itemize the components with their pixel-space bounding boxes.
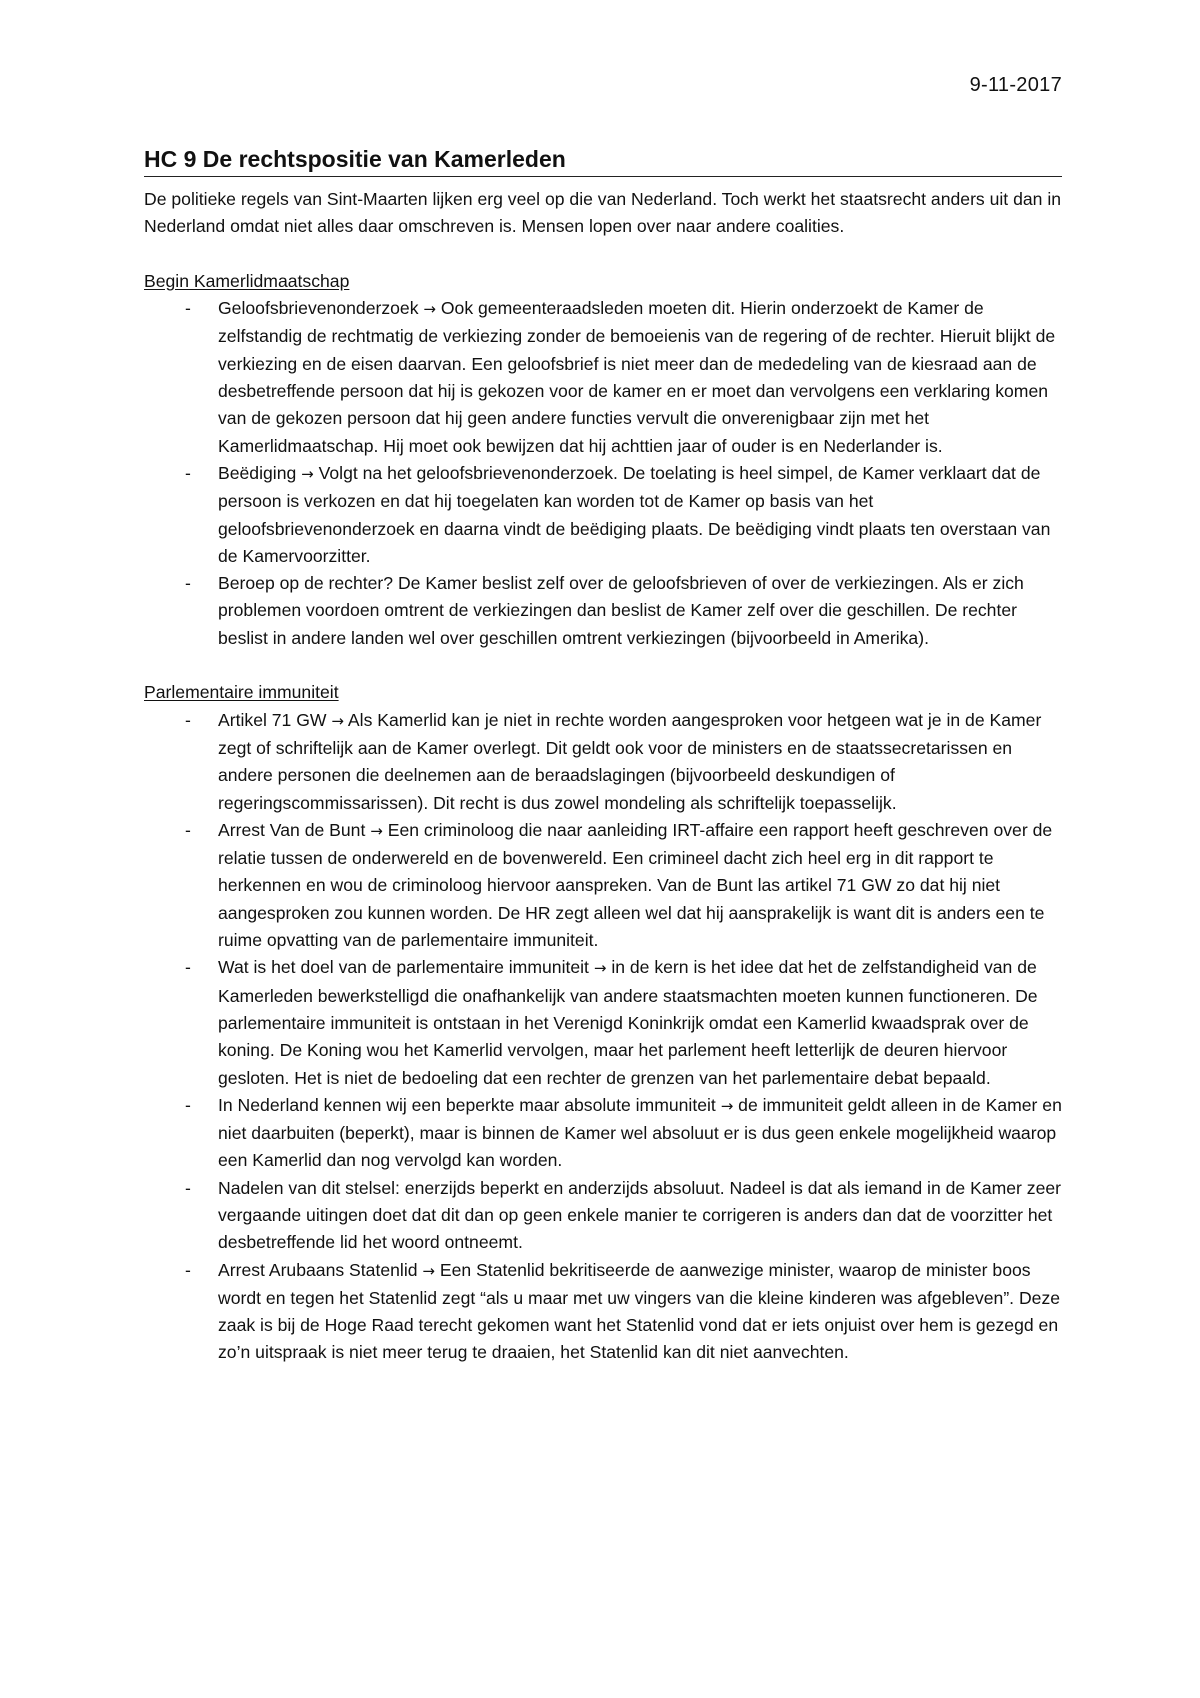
item-text: Een Statenlid bekritiseerde de aanwezige minister, waarop de minister boos wordt en tegen het Statenlid zegt “als u maar met uw vingers van die kleine kinderen was afgebleven”. Deze zaak is bij de Hoge Raad terecht gekomen want het Statenlid vond dat er iets onjuist over hem is gezegd en zo’n uitspraak is niet meer terug te draaien, het Statenlid kan dit niet aanvechten. [218,1259,1061,1363]
list-item [144,707,1062,817]
item-lead: Artikel 71 GW [218,709,327,730]
item-lead: Geloofsbrievenonderzoek [218,298,419,319]
bullet-dash: - [185,957,191,978]
bullet-dash: - [185,1177,191,1198]
item-lead: Wat is het doel van de parlementaire immuniteit [218,957,589,978]
item-text: de immuniteit geldt alleen in de Kamer en niet daarbuiten (beperkt), maar is binnen de Kamer wel absoluut er is dus geen enkele mogelijkheid waarop een Kamerlid dan nog vervolgd kan worden. [218,1094,1062,1171]
item-text: in de kern is het idee dat het de zelfstandigheid van de Kamerleden bewerkstelligd die onafhankelijk van andere staatsmachten moeten kunnen functioneren. De parlementaire immuniteit is ontstaan in het Verenigd Koninkrijk omdat een Kamerlid kwaadsprak over de koning. De Koning wou het Kamerlid vervolgen, maar het parlement heeft letterlijk de deuren hiervoor gesloten. Het is niet de bedoeling dat een rechter de grenzen van het parlementaire debat bepaald. [218,957,1038,1088]
list-item [144,1175,1062,1257]
list-item [144,460,1062,570]
item-lead: In Nederland kennen wij een beperkte maar absolute immuniteit [218,1094,716,1115]
item-text: Een criminoloog die naar aanleiding IRT-affaire een rapport heeft geschreven over de relatie tussen de onderwereld en de bovenwereld. Een crimineel dacht zich heel erg in dit rapport te herkennen en wou de criminoloog hiervoor aanspreken. Van de Bunt las artikel 71 GW zo dat hij niet aangesproken zou kunnen worden. De HR zegt alleen wel dat hij aansprakelijk is want dit is anders een te ruime opvatting van de parlementaire immuniteit. [218,819,1053,951]
list-item [144,570,1062,652]
bullet-dash: - [185,573,191,594]
section-begin-kamerlidmaatschap [144,268,1062,652]
page-title: HC 9 De rechtspositie van Kamerleden [144,146,1062,177]
arrow-icon: → [422,1261,435,1280]
item-text: Volgt na het geloofsbrievenonderzoek. De toelating is heel simpel, de Kamer verklaart dat de persoon is verkozen en dat hij toegelaten kan worden tot de Kamer op basis van het geloofsbrievenonderzoek en daarna vindt de beëdiging plaats. De beëdiging vindt plaats ten overstaan van de Kamervoorzitter. [218,462,1051,566]
bullet-dash: - [185,819,191,840]
item-lead: Beëdiging [218,462,297,483]
arrow-icon: → [423,300,436,319]
intro-paragraph: De politieke regels van Sint-Maarten lijken erg veel op die van Nederland. Toch werkt het staatsrecht anders uit dan in Nederland omdat niet alles daar omschreven is. Mensen lopen over naar andere coalities. [144,189,1062,237]
arrow-icon: → [593,959,607,978]
bullet-dash: - [185,1094,191,1115]
list-item [144,1257,1062,1367]
bullet-list [144,295,1062,652]
bullet-dash: - [185,298,191,319]
section-heading: Begin Kamerlidmaatschap [144,270,350,291]
list-item [144,817,1062,954]
bullet-dash: - [185,1259,191,1280]
item-text: Ook gemeenteraadsleden moeten dit. Hierin onderzoekt de Kamer de zelfstandig de rechtmatig de verkiezing zonder de bemoeienis van de regering of de rechter. Hieruit blijkt de verkiezing en de eisen daarvan. Een geloofsbrief is niet meer dan de mededeling van de kiesraad aan de desbetreffende persoon dat hij is gekozen voor de kamer en er moet dan vervolgens een verklaring komen van de gekozen persoon dat hij geen andere functies vervult die onverenigbaar zijn met het Kamerlidmaatschap. Hij moet ook bewijzen dat hij achttien jaar of ouder is en Nederlander is. [218,298,1056,456]
item-lead: Arrest Arubaans Statenlid [218,1259,418,1280]
document-page [144,0,1062,1698]
bullet-dash: - [185,462,191,483]
arrow-icon: → [720,1096,734,1115]
arrow-icon: → [301,464,314,483]
list-item [144,1092,1062,1175]
arrow-icon: → [331,711,344,730]
header-date: 9-11-2017 [969,74,1062,96]
section-heading: Parlementaire immuniteit [144,682,339,703]
item-text: Nadelen van dit stelsel: enerzijds beperkt en anderzijds absoluut. Nadeel is dat als iemand in de Kamer zeer vergaande uitingen doet dat dit dan op geen enkele manier te corrigeren is anders dan dat de voorzitter het desbetreffende lid het woord ontneemt. [218,1177,1062,1253]
section-parlementaire-immuniteit [144,679,1062,1366]
item-text: Beroep op de rechter? De Kamer beslist zelf over de geloofsbrieven of over de verkiezingen. Als er zich problemen voordoen omtrent de verkiezingen dan beslist de Kamer zelf over die geschillen. De rechter beslist in andere landen wel over geschillen omtrent verkiezingen (bijvoorbeeld in Amerika). [218,573,1024,648]
item-lead: Arrest Van de Bunt [218,819,366,840]
list-item [144,295,1062,460]
bullet-dash: - [185,709,191,730]
arrow-icon: → [370,821,383,840]
item-text: Als Kamerlid kan je niet in rechte worden aangesproken voor hetgeen wat je in de Kamer zegt of schriftelijk aan de Kamer overlegt. Dit geldt ook voor de ministers en de staatssecretarissen en andere personen die deelnemen aan de beraadslagingen (bijvoorbeeld deskundigen of regeringscommissarissen). Dit recht is dus zowel mondeling als schriftelijk toepasselijk. [218,709,1042,813]
list-item [144,954,1062,1091]
bullet-list [144,707,1062,1367]
document-body [144,186,1062,1394]
